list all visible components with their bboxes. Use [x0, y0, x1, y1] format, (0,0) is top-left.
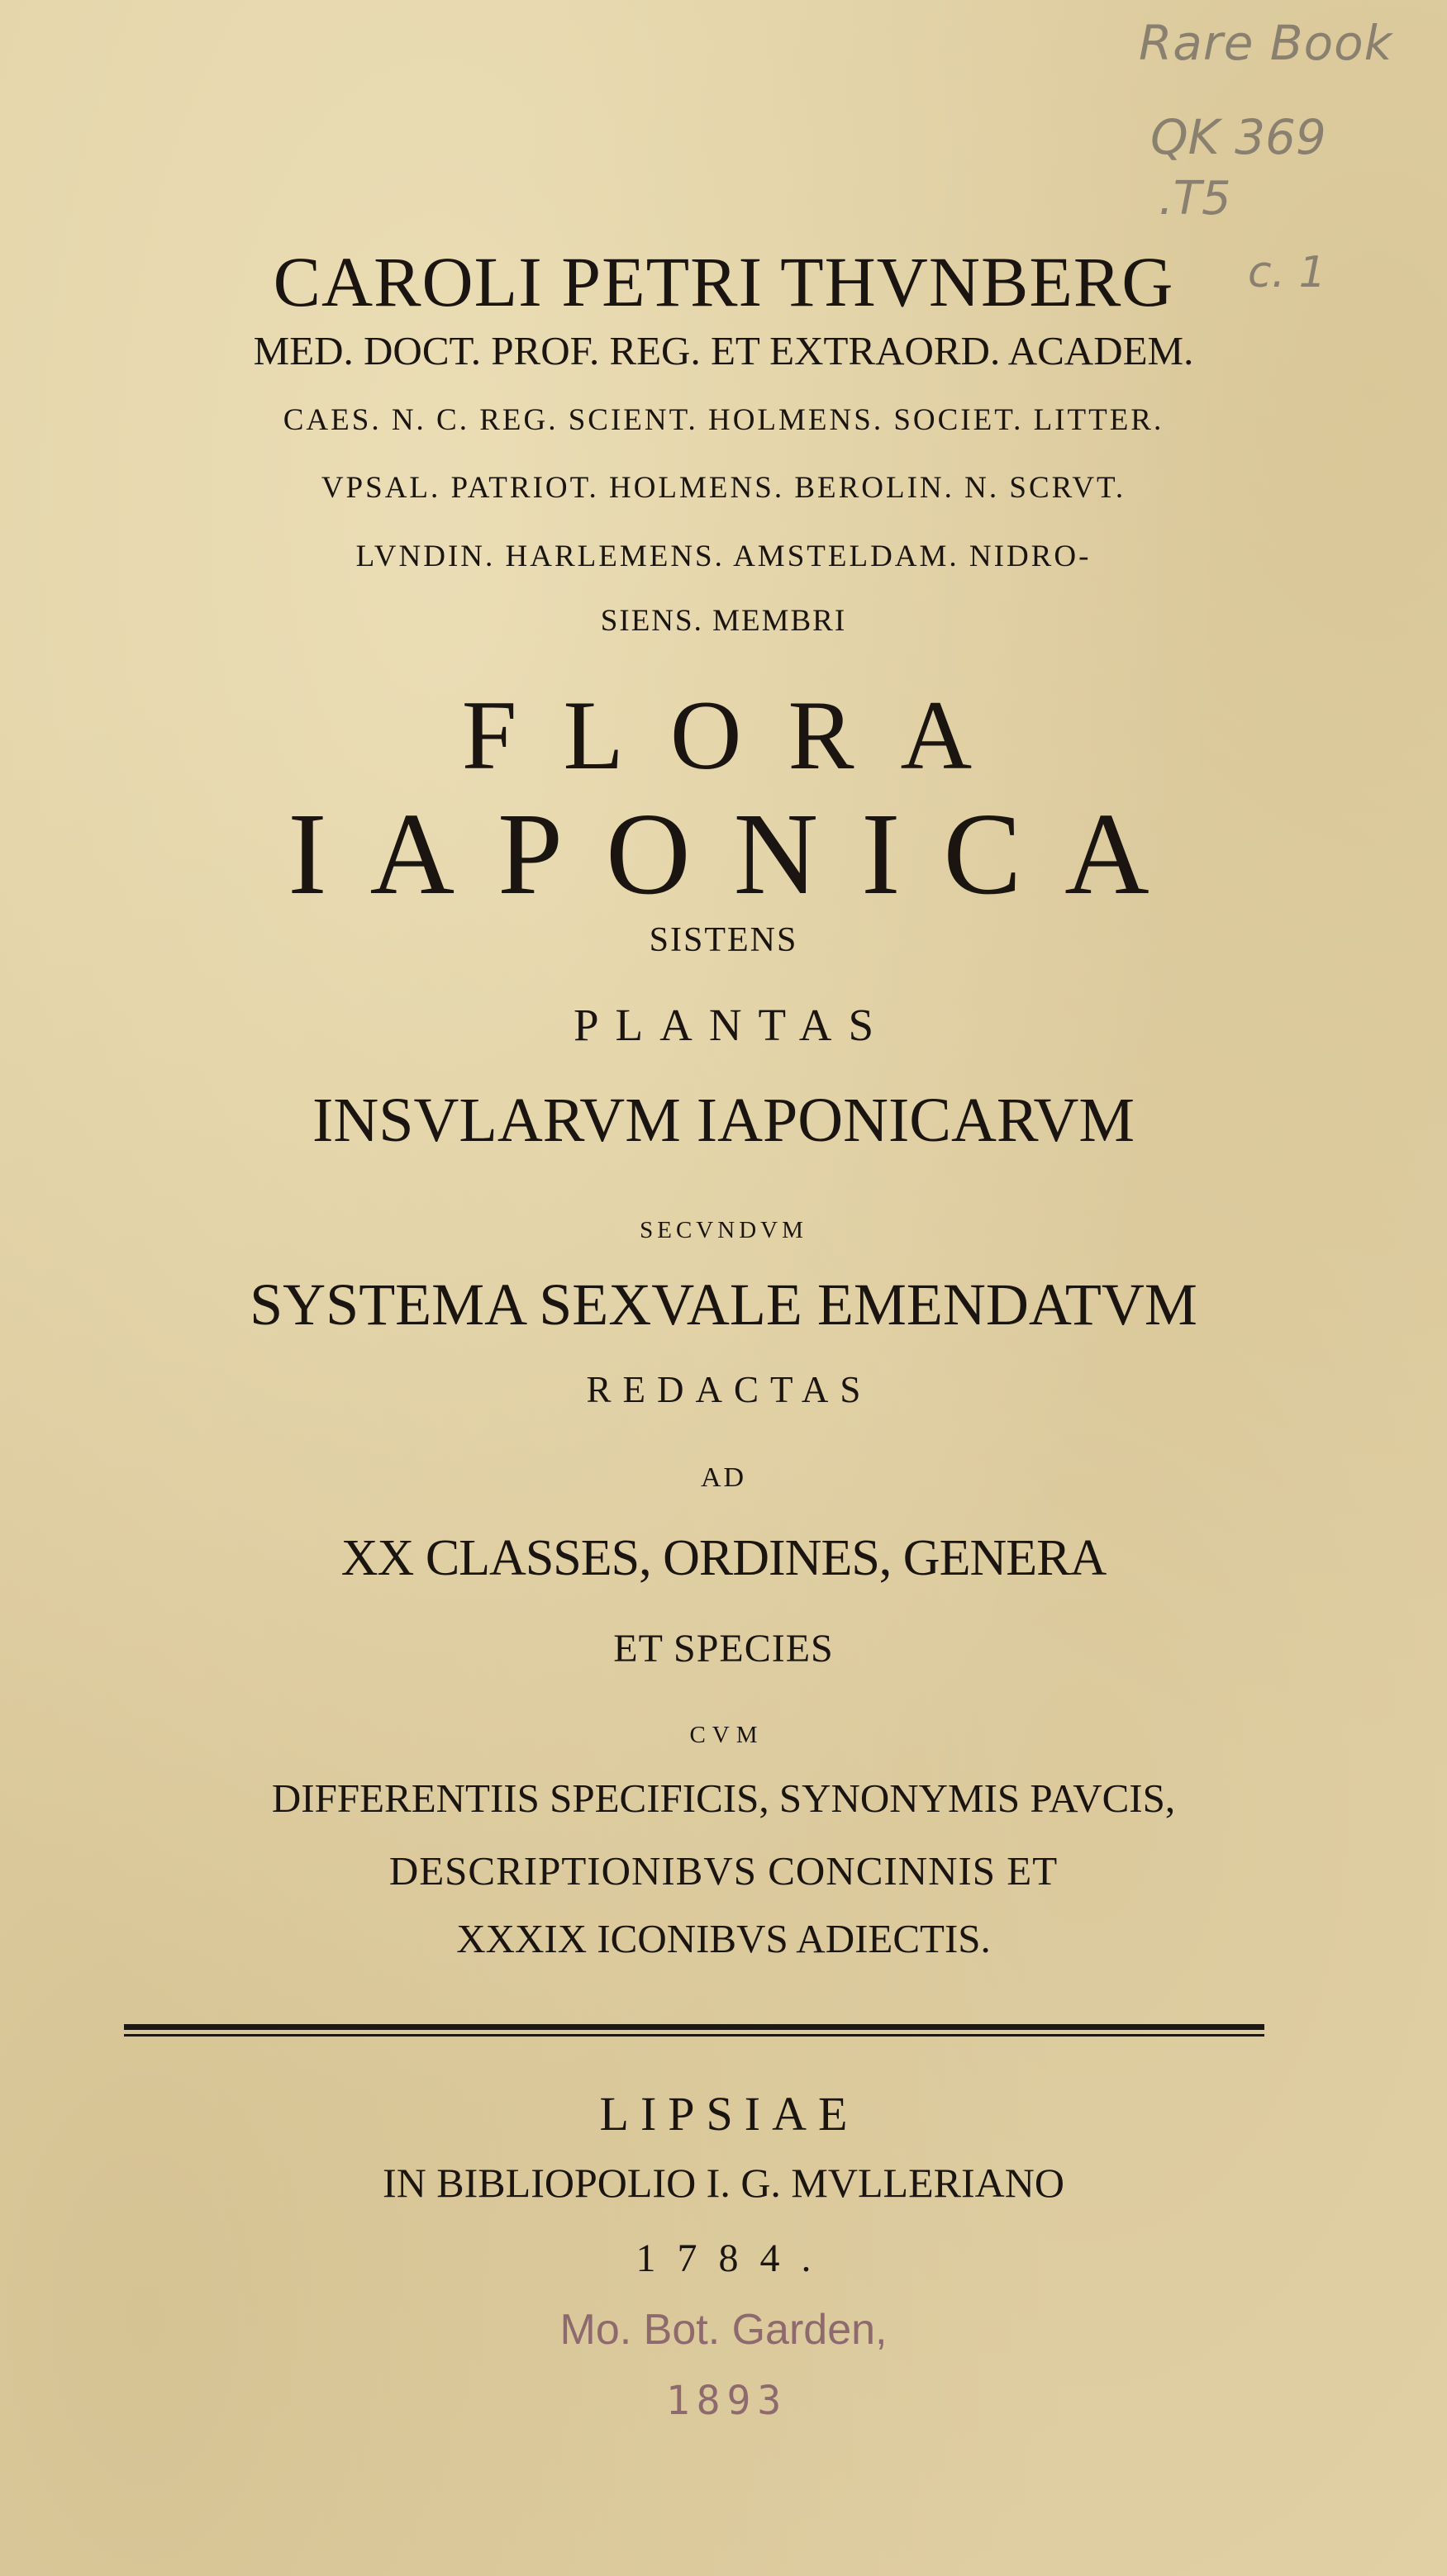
- subtitle-ad: AD: [700, 1462, 747, 1493]
- subtitle-descriptionibus: DESCRIPTIONIBVS CONCINNIS ET: [388, 1848, 1059, 1894]
- subtitle-differentiis: DIFFERENTIIS SPECIFICIS, SYNONYMIS PAVCIS,: [271, 1775, 1176, 1821]
- credentials-line: CAES. N. C. REG. SCIENT. HOLMENS. SOCIET. LITTER.: [283, 403, 1164, 437]
- author-name: CAROLI PETRI THVNBERG: [273, 242, 1174, 321]
- subtitle-secundum: SECVNDVM: [640, 1217, 807, 1243]
- call-number-line3: .T5: [1159, 172, 1231, 226]
- credentials-line: LVNDIN. HARLEMENS. AMSTELDAM. NIDRO-: [355, 539, 1092, 573]
- double-rule-divider: [124, 2024, 1264, 2037]
- imprint-year: 1784.: [635, 2236, 833, 2280]
- call-number-line2: QK 369: [1150, 109, 1326, 165]
- subtitle-redactas: REDACTAS: [586, 1369, 873, 1410]
- library-stamp-name: Mo. Bot. Garden,: [559, 2306, 888, 2354]
- subtitle-plantas: PLANTAS: [573, 1000, 891, 1050]
- credentials-line: VPSAL. PATRIOT. HOLMENS. BEROLIN. N. SCRVT.: [321, 471, 1126, 505]
- credentials-line: SIENS. MEMBRI: [600, 604, 847, 638]
- title-flora: FLORA: [461, 680, 1019, 790]
- subtitle-systema: SYSTEMA SEXVALE EMENDATVM: [250, 1271, 1197, 1338]
- subtitle-species: ET SPECIES: [613, 1627, 834, 1671]
- title-iaponica: IAPONICA: [288, 788, 1192, 919]
- subtitle-sistens: SISTENS: [649, 921, 798, 959]
- credentials-line: MED. DOCT. PROF. REG. ET EXTRAORD. ACADEM.: [253, 328, 1194, 373]
- imprint-place: LIPSIAE: [599, 2087, 859, 2141]
- copy-mark: c. 1: [1248, 248, 1326, 297]
- imprint-publisher: IN BIBLIOPOLIO I. G. MVLLERIANO: [383, 2160, 1064, 2206]
- subtitle-insularum: INSVLARVM IAPONICARVM: [312, 1086, 1135, 1155]
- subtitle-cum: CVM: [689, 1722, 764, 1748]
- library-stamp-year: 1893: [665, 2378, 788, 2424]
- subtitle-classes: XX CLASSES, ORDINES, GENERA: [340, 1530, 1107, 1586]
- subtitle-iconibus: XXXIX ICONIBVS ADIECTIS.: [456, 1916, 991, 1961]
- call-number-line1: Rare Book: [1139, 15, 1393, 71]
